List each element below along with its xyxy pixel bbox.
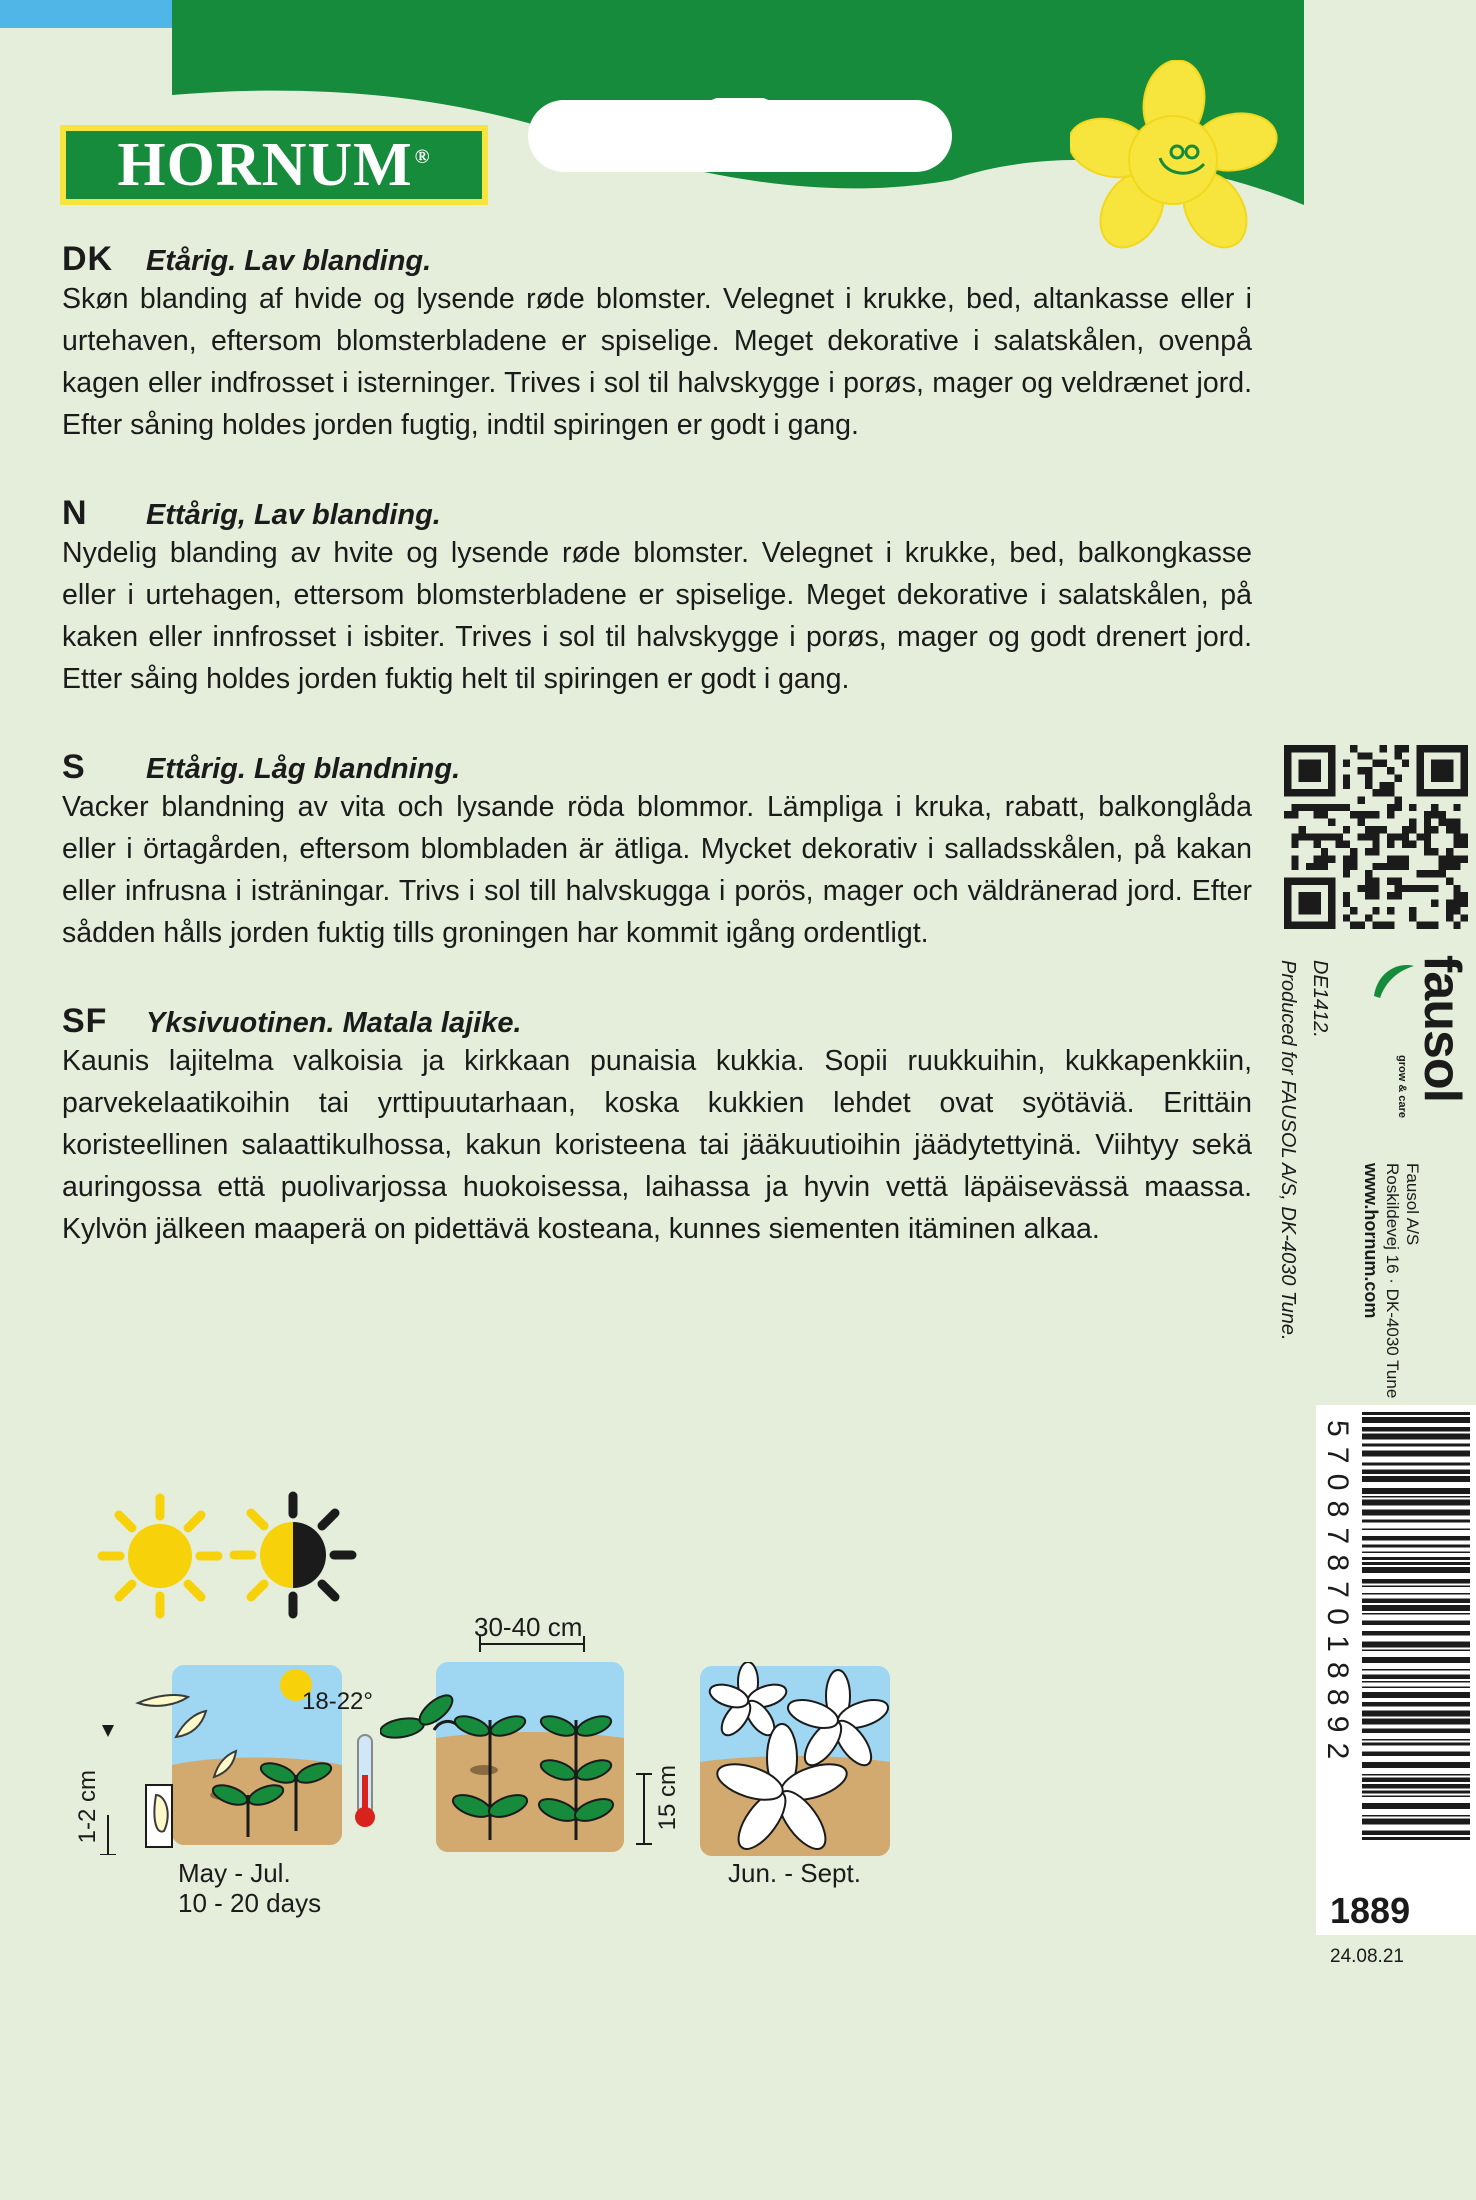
section-body: Vacker blandning av vita och lysande röda blommor. Lämpliga i kruka, rabatt, balkonglåda eller i örtagården, eftersom blombladen är ätliga. Mycket dekorativ i salladsskålen, på kakan eller infrusna i isträningar. Trivs i sol till halvskugga i porös, mager och väldränerad jord. Efter sådden hålls jorden fuktig tills groningen har kommit igång ordentligt. (62, 791, 1252, 949)
product-number: 1889 (1330, 1890, 1411, 1931)
sow-period: May - Jul. (178, 1858, 291, 1888)
producer-block (1276, 960, 1336, 1380)
sow-depth: 1-2 cm (74, 1770, 101, 1844)
white-label-area (528, 98, 952, 172)
section-dk (62, 240, 1252, 446)
half-shade-icon (228, 1490, 358, 1620)
website-link[interactable]: www.hornum.com (1361, 1163, 1381, 1319)
language-code: N (62, 494, 88, 532)
full-sun-icon (96, 1492, 224, 1620)
section-subtitle: Yksivuotinen. Matala lajike. (146, 1007, 522, 1039)
section-subtitle: Ettårig, Lav blanding. (146, 499, 441, 531)
smiling-flower-icon (1070, 60, 1280, 250)
fausol-block (1361, 955, 1471, 1399)
barcode-digits: 5708787018892 (1321, 1420, 1354, 1770)
plant-height: 15 cm (654, 1765, 681, 1831)
planting-icon (380, 1610, 690, 1858)
sow-depth-wrap (74, 1770, 114, 1860)
registered-mark: ® (414, 145, 431, 168)
section-subtitle: Ettårig. Låg blandning. (146, 753, 461, 785)
fausol-logo-text: fausol (1413, 955, 1471, 1103)
section-sf (62, 1002, 1252, 1250)
qr-code[interactable] (1284, 745, 1468, 929)
blue-corner (0, 0, 172, 28)
fausol-tagline: grow & care (1396, 1055, 1408, 1118)
section-body: Kaunis lajitelma valkoisia ja kirkkaan punaisia kukkia. Sopii ruukkuihin, kukkapenkkiin, parvekelaatikoihin tai yrttipuutarhaan, koska kukkien lehdet ovat syötäviä. Erittäin koristeellinen salaattikulhossa, kakun koristeena tai jääkuutioihin jäädytettyinä. Viihtyy sekä auringossa että puolivarjossa huokoisessa, laihassa ja hyvin vettä läpäisevässä maassa. Kylvön jälkeen maaperä on pidettävä kosteana, kunnes siementen itäminen alkaa. (62, 1045, 1252, 1245)
language-code: S (62, 748, 86, 786)
sowing-icon (96, 1655, 396, 1855)
plant-height-wrap (654, 1765, 688, 1855)
company-address: Roskildevej 16 · DK-4030 Tune (1383, 1163, 1402, 1399)
section-body: Nydelig blanding av hvite og lysende røde blomster. Velegnet i krukke, bed, balkongkasse eller i urtehagen, ettersom blomsterbladene er spiselige. Meget dekorative i salatskålen, på kaken eller innfrosset i isbiter. Trives i sol til halvskygge i porøs, mager og godt drenert jord. Etter såing holdes jorden fuktig helt til spiringen er godt i gang. (62, 537, 1252, 695)
hornum-logo (60, 125, 488, 205)
fausol-swoosh-icon (1370, 960, 1416, 1000)
language-code: DK (62, 240, 114, 278)
barcode-digits-wrap (1320, 1420, 1356, 1840)
temperature: 18-22° (302, 1688, 373, 1715)
logo-text: HORNUM (117, 130, 413, 199)
germination-time: 10 - 20 days (178, 1888, 322, 1918)
section-n (62, 494, 1252, 700)
producer-code: DE1412. (1309, 960, 1331, 1038)
print-date: 24.08.21 (1330, 1946, 1404, 1967)
section-subtitle: Etårig. Lav blanding. (146, 245, 432, 277)
plant-spacing: 30-40 cm (474, 1612, 583, 1642)
language-code: SF (62, 1002, 108, 1040)
produced-for: Produced for FAUSOL A/S, DK-4030 Tune. (1277, 960, 1299, 1341)
bloom-icon (698, 1662, 910, 1860)
section-s (62, 748, 1252, 954)
section-body: Skøn blanding af hvide og lysende røde blomster. Velegnet i krukke, bed, altankasse eller i urtehaven, eftersom blomsterbladene er spiselige. Meget dekorative i salatskålen, ovenpå kagen eller indfrosset i isterninger. Trives i sol til halvskygge i porøs, mager og veldrænet jord. Efter såning holdes jorden fugtig, indtil spiringen er godt i gang. (62, 283, 1252, 441)
bloom-period: Jun. - Sept. (728, 1858, 861, 1888)
company-name: Fausol A/S (1403, 1163, 1422, 1246)
